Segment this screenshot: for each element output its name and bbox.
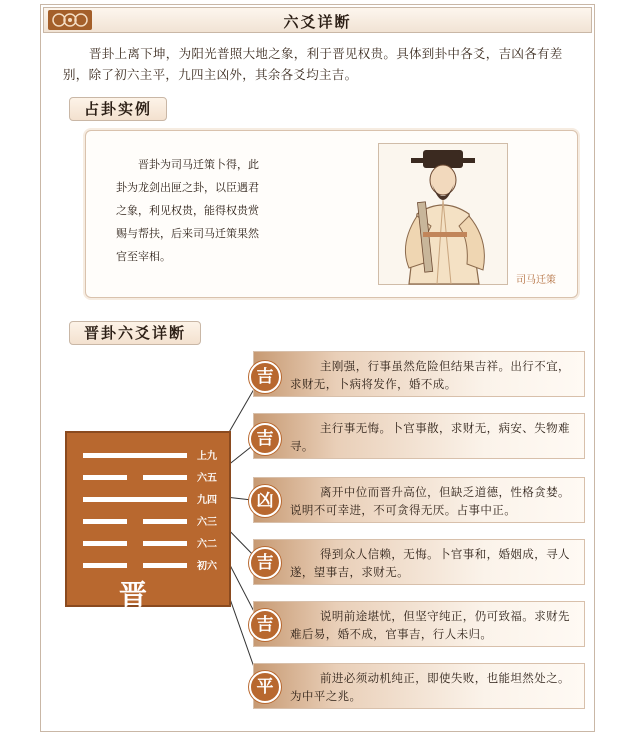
yin-line-right <box>143 519 187 524</box>
line-label: 初六 <box>197 561 217 572</box>
luck-badge: 吉 <box>249 609 281 641</box>
yao-card <box>253 601 585 647</box>
luck-badge: 凶 <box>249 485 281 517</box>
luck-badge: 吉 <box>249 423 281 455</box>
line-label: 九四 <box>197 495 217 506</box>
yin-line-left <box>83 541 127 546</box>
yao-card-text: 离开中位而晋升高位，但缺乏道德，性格贪婪。说明不可幸进，不可贪得无厌。占事中正。 <box>290 485 570 517</box>
luck-badge: 吉 <box>249 547 281 579</box>
yao-card-text: 得到众人信赖，无悔。卜官事和，婚姻成，寻人遂，望事吉，求财无。 <box>290 547 570 579</box>
example-text: 晋卦为司马迁策卜得，此卦为龙剑出匣之卦，以臣遇君之象，利见权贵，能得权贵赏赐与帮扶，后来司马迁策果然官至宰相。 <box>116 158 259 263</box>
yin-line-right <box>143 475 187 480</box>
hexagram-box <box>65 431 231 611</box>
yao-card <box>253 539 585 585</box>
section-label-example: 占卦实例 <box>69 97 167 121</box>
section-label-detail: 晋卦六爻详断 <box>69 321 201 345</box>
page-frame <box>40 4 595 732</box>
line-label: 六五 <box>197 473 217 484</box>
yao-card-text: 前进必须动机纯正，即使失败，也能坦然处之。为中平之兆。 <box>290 671 570 703</box>
page-title: 六爻详断 <box>283 13 352 31</box>
luck-badge: 吉 <box>249 361 281 393</box>
yin-line-right <box>143 563 187 568</box>
yin-line-left <box>83 563 127 568</box>
yao-card-text: 说明前途堪忧，但坚守纯正，仍可致福。求财先难后易，婚不成，官事吉，行人未归。 <box>290 609 570 641</box>
line-label: 上九 <box>197 451 217 462</box>
yang-line <box>83 497 187 502</box>
yin-line-left <box>83 475 127 480</box>
yao-card <box>253 663 585 709</box>
intro-paragraph: 晋卦上离下坤，为阳光普照大地之象，利于晋见权贵。具体到卦中各爻，吉凶各有差别，除了初六主平，九四主凶外，其余各爻均主吉。 <box>63 46 563 82</box>
line-label: 六二 <box>197 539 217 550</box>
yao-card <box>253 351 585 397</box>
yao-card <box>253 477 585 523</box>
yao-card-text: 主刚强，行事虽然危险但结果吉祥。出行不宜，求财无，卜病将发作，婚不成。 <box>290 359 570 391</box>
yao-card-text: 主行事无悔。卜官事散，求财无，病安、失物难寻。 <box>290 421 570 453</box>
yang-line <box>83 453 187 458</box>
portrait-caption: 司马迁策 <box>516 275 556 286</box>
yin-line-left <box>83 519 127 524</box>
yao-card <box>253 413 585 459</box>
line-label: 六三 <box>197 517 217 528</box>
yin-line-right <box>143 541 187 546</box>
hexagram-name: 晋 <box>119 578 148 611</box>
luck-badge: 平 <box>249 671 281 703</box>
